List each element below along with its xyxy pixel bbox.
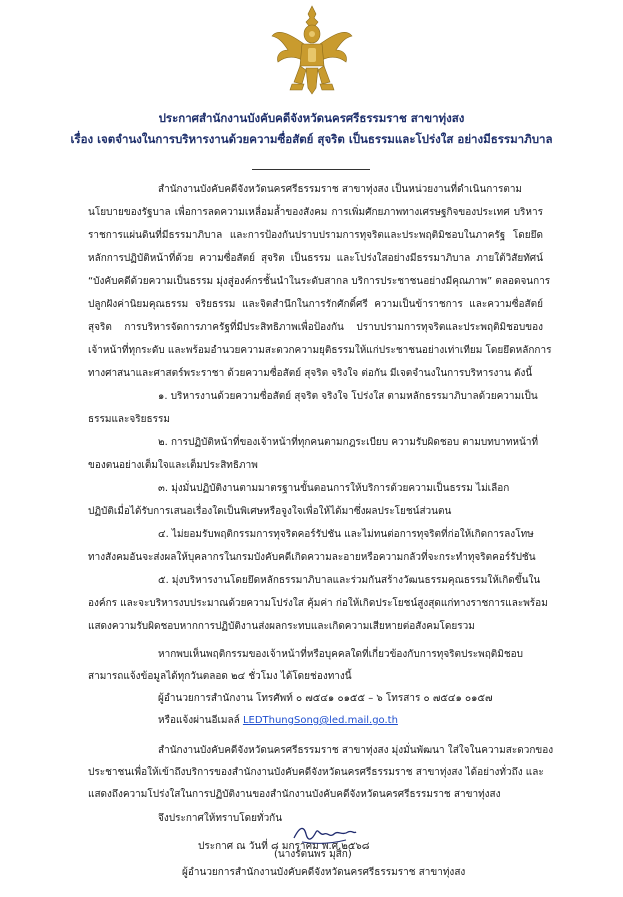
announcement-subject: เรื่อง เจตจำนงในการบริหารงานด้วยความซื่อสัตย์ สุจริต เป็นธรรมและโปร่งใส อย่างมีธรรมาภิบาล	[70, 132, 553, 146]
announce-line: จึงประกาศให้ทราบโดยทั่วกัน	[158, 813, 283, 824]
contact-phone: ผู้อำนวยการสำนักงาน โทรศัพท์ ๐ ๗๕๔๑ ๐๑๕๕ – ๖ โทรสาร ๐ ๗๕๔๑ ๐๑๕๗	[158, 693, 493, 704]
policy-item-1: ๑. บริหารงานด้วยความซื่อสัตย์ สุจริต จริงใจ โปร่งใส ตามหลักธรรมาภิบาลด้วยความเป็น	[158, 391, 538, 402]
policy-item-5-cont: แสดงความรับผิดชอบหากการปฏิบัติงานส่งผลกระทบและเกิดความเสียหายต่อสังคมโดยรวม	[88, 621, 475, 632]
policy-item-4-cont: ทางสังคมอันจะส่งผลให้บุคลากรในกรมบังคับคดีเกิดความละอายหรือความกลัวที่จะกระทำทุจริตคอร์รัปชัน	[88, 552, 536, 563]
policy-item-2-cont: ของตนอย่างเต็มใจและเต็มประสิทธิภาพ	[88, 460, 258, 471]
email-link[interactable]: LEDThungSong@led.mail.go.th	[242, 715, 398, 726]
closing-line: แสดงถึงความโปร่งใสในการปฏิบัติงานของสำนักงานบังคับคดีจังหวัดนครศรีธรรมราช สาขาทุ่งสง	[88, 789, 501, 800]
policy-item-2: ๒. การปฏิบัติหน้าที่ของเจ้าหน้าที่ทุกคนตามกฎระเบียบ ความรับผิดชอบ ตามบทบาทหน้าที่	[158, 437, 539, 448]
handwritten-signature	[290, 820, 358, 848]
policy-item-4: ๔. ไม่ยอมรับพฤติกรรมการทุจริตคอร์รัปชัน และไม่ทนต่อการทุจริตที่ก่อให้เกิดการลงโทษ	[158, 529, 534, 540]
signer-name-display: (นางรัตนพร มุสิก)	[274, 849, 352, 860]
policy-item-5: ๕. มุ่งบริหารงานโดยยึดหลักธรรมาภิบาลและร่วมกันสร้างวัฒนธรรมคุณธรรมให้เกิดขึ้นใน	[158, 575, 541, 586]
intro-line: นโยบายของรัฐบาล เพื่อการลดความเหลื่อมล้ำของสังคม การเพิ่มศักยภาพทางเศรษฐกิจของประเทศ บริหาร	[88, 207, 543, 218]
policy-item-1-cont: ธรรมและจริยธรรม	[88, 414, 170, 425]
intro-line: สุจริต การบริหารจัดการภาครัฐที่มีประสิทธิภาพเพื่อป้องกัน ปราบปรามการทุจริตและประพฤติมิชอบของ	[88, 322, 543, 333]
closing-line: สำนักงานบังคับคดีจังหวัดนครศรีธรรมราช สาขาทุ่งสง มุ่งมั่นพัฒนา ใส่ใจในความสะดวกของ	[158, 745, 554, 756]
garuda-emblem-icon	[270, 4, 354, 98]
intro-line: ปลูกฝังค่านิยมคุณธรรม จริยธรรม และจิตสำนึกในการรักศักดิ์ศรี ความเป็นข้าราชการ และความซื่อสัตย์	[88, 299, 543, 310]
intro-line: สำนักงานบังคับคดีจังหวัดนครศรีธรรมราช สาขาทุ่งสง เป็นหน่วยงานที่ดำเนินการตาม	[158, 184, 523, 195]
intro-line: ทางศาสนาและศาสตร์พระราชา ด้วยความซื่อสัตย์ สุจริต จริงใจ ต่อกัน มีเจตจำนงในการบริหารงาน ดังนี้	[88, 368, 533, 379]
title-underline	[252, 169, 370, 170]
date-line: ประกาศ ณ วันที่ ๘ มกราคม พ.ศ.๒๕๖๘	[198, 841, 370, 852]
intro-line: หลักการปฏิบัติหน้าที่ด้วย ความซื่อสัตย์ สุจริต เป็นธรรม และโปร่งใสอย่างมีธรรมาภิบาล ภายใต้วิสัยทัศน์	[88, 253, 543, 264]
intro-line: ราชการแผ่นดินที่มีธรรมาภิบาล และการป้องกันปราบปรามการทุจริตและประพฤติมิชอบในภาครัฐ โดยยึด	[88, 230, 543, 241]
announcement-title: ประกาศสำนักงานบังคับคดีจังหวัดนครศรีธรรมราช สาขาทุ่งสง	[158, 111, 465, 125]
closing-line: ประชาชนเพื่อให้เข้าถึงบริการของสำนักงานบังคับคดีจังหวัดนครศรีธรรมราช สาขาทุ่งสง ได้อย่างทั่วถึง และ	[88, 767, 544, 778]
intro-line: “บังคับคดีด้วยความเป็นธรรม มุ่งสู่องค์กรชั้นนำในระดับสากล บริการประชาชนอย่างมีคุณภาพ” ตลอดจนการ	[88, 276, 551, 287]
email-row	[158, 709, 398, 732]
email-label: หรือแจ้งผ่านอีเมลล์	[158, 715, 240, 726]
policy-item-3-cont: ปฏิบัติเมื่อได้รับการเสนอเรื่องใดเป็นพิเศษหรือจูงใจเพื่อให้ได้มาซึ่งผลประโยชน์ส่วนตน	[88, 506, 452, 517]
report-line: หากพบเห็นพฤติกรรมของเจ้าหน้าที่หรือบุคคลใดที่เกี่ยวข้องกับการทุจริตประพฤติมิชอบ	[158, 649, 524, 660]
policy-item-3: ๓. มุ่งมั่นปฏิบัติงานตามมาตรฐานขั้นตอนการให้บริการด้วยความเป็นธรรม ไม่เลือก	[158, 483, 510, 494]
policy-item-5-cont: องค์กร และจะบริหารงบประมาณด้วยความโปร่งใส คุ้มค่า ก่อให้เกิดประโยชน์สูงสุดแก่ทางราชการและพร้อม	[88, 598, 548, 609]
report-line: สามารถแจ้งข้อมูลได้ทุกวันตลอด ๒๔ ชั่วโมง ได้โดยช่องทางนี้	[88, 671, 352, 682]
signer-position: ผู้อำนวยการสำนักงานบังคับคดีจังหวัดนครศรีธรรมราช สาขาทุ่งสง	[182, 867, 466, 878]
intro-line: เจ้าหน้าที่ทุกระดับ และพร้อมอำนวยความสะดวกความยุติธรรมให้แก่ประชาชนอย่างเท่าเทียม โดยยึดหลักการ	[88, 345, 552, 356]
